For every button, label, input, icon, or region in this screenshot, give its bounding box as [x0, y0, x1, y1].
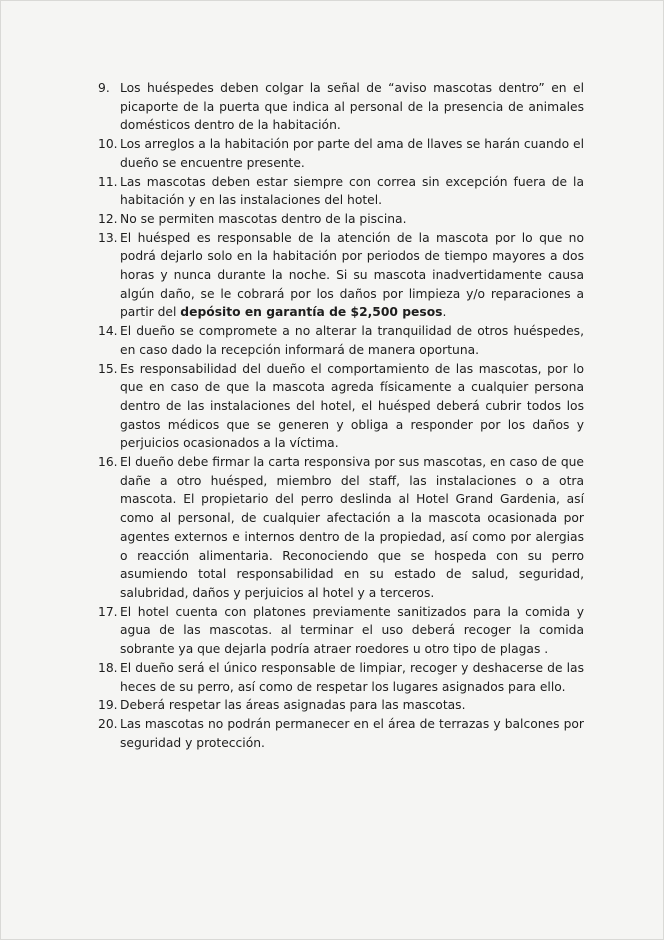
item-text: El dueño será el único responsable de limpiar, recoger y deshacerse de las heces de su perro, así como de respetar los lugares asignados para ello.	[120, 660, 584, 694]
item-text-start: El huésped es responsable de la atención de la mascota por lo que no podrá dejarlo solo en la habitación por periodos de tiempo mayores a dos horas y nunca durante la noche. Si su mascota inadvertidamente causa algún daño, se le cobrará por los daños por limpieza y/o reparaciones a partir del	[120, 230, 584, 320]
item-number: 18.	[98, 660, 118, 675]
item-text: Los huéspedes deben colgar la señal de “aviso mascotas dentro” en el picaporte de la puerta que indica al personal de la presencia de animales domésticos dentro de la habitación.	[120, 81, 584, 133]
item-number: 9.	[98, 81, 110, 95]
item-text	[120, 231, 584, 320]
item-text: Las mascotas deben estar siempre con correa sin excepción fuera de la habitación y en las instalaciones del hotel.	[120, 174, 584, 208]
deposit-amount: depósito en garantía de $2,500 pesos	[180, 305, 443, 320]
list-item	[98, 210, 584, 229]
list-item	[98, 696, 584, 715]
item-text: El hotel cuenta con platones previamente sanitizados para la comida y agua de las mascotas. al terminar el uso deberá recoger la comida sobrante ya que dejarla podría atraer roedores u otro tipo de plagas .	[120, 604, 584, 657]
list-item	[98, 322, 584, 359]
list-item	[98, 360, 584, 454]
item-text: No se permiten mascotas dentro de la piscina.	[120, 211, 407, 226]
list-item	[98, 603, 584, 659]
item-text: Los arreglos a la habitación por parte del ama de llaves se harán cuando el dueño se encuentre presente.	[120, 137, 584, 170]
item-number: 15.	[98, 361, 118, 376]
item-text: Las mascotas no podrán permanecer en el área de terrazas y balcones por seguridad y protección.	[120, 716, 584, 750]
item-text: El dueño se compromete a no alterar la tranquilidad de otros huéspedes, en caso dado la recepción informará de manera oportuna.	[120, 324, 584, 357]
item-number: 13.	[98, 230, 118, 245]
list-item	[98, 659, 584, 696]
item-number: 14.	[98, 324, 118, 339]
list-item	[98, 173, 584, 210]
item-text: Es responsabilidad del dueño el comportamiento de las mascotas, por lo que en caso de que la mascota agreda físicamente a cualquier persona dentro de las instalaciones del hotel, el huésped deberá cubrir todos los gastos médicos que se generen y obliga a responder por los daños y perjuicios ocasionados a la víctima.	[120, 361, 584, 451]
list-item	[98, 135, 584, 172]
item-text: El dueño debe firmar la carta responsiva por sus mascotas, en caso de que dañe a otro huésped, miembro del staff, las instalaciones o a otra mascota. El propietario del perro deslinda al Hotel Grand Gardenia, así como al personal, de cualquier afectación a la mascota ocasionada por agentes externos e internos dentro de la propiedad, así como por alergias o reacción alimentaria. Reconociendo que se hospeda con su perro asumiendo total responsabilidad en su estado de salud, seguridad, salubridad, daños y perjuicios al hotel y a terceros.	[120, 455, 584, 600]
list-item	[98, 79, 584, 135]
item-text-end: .	[442, 305, 447, 320]
item-number: 16.	[98, 455, 118, 470]
rules-list	[98, 79, 584, 752]
list-item	[98, 453, 584, 603]
item-number: 12.	[98, 211, 118, 226]
item-text: Deberá respetar las áreas asignadas para las mascotas.	[120, 698, 466, 713]
item-number: 11.	[98, 174, 118, 189]
item-number: 19.	[98, 698, 118, 713]
item-number: 20.	[98, 716, 118, 731]
list-item	[98, 715, 584, 752]
item-number: 10.	[98, 137, 118, 152]
item-number: 17.	[98, 604, 118, 619]
list-item	[98, 229, 584, 323]
